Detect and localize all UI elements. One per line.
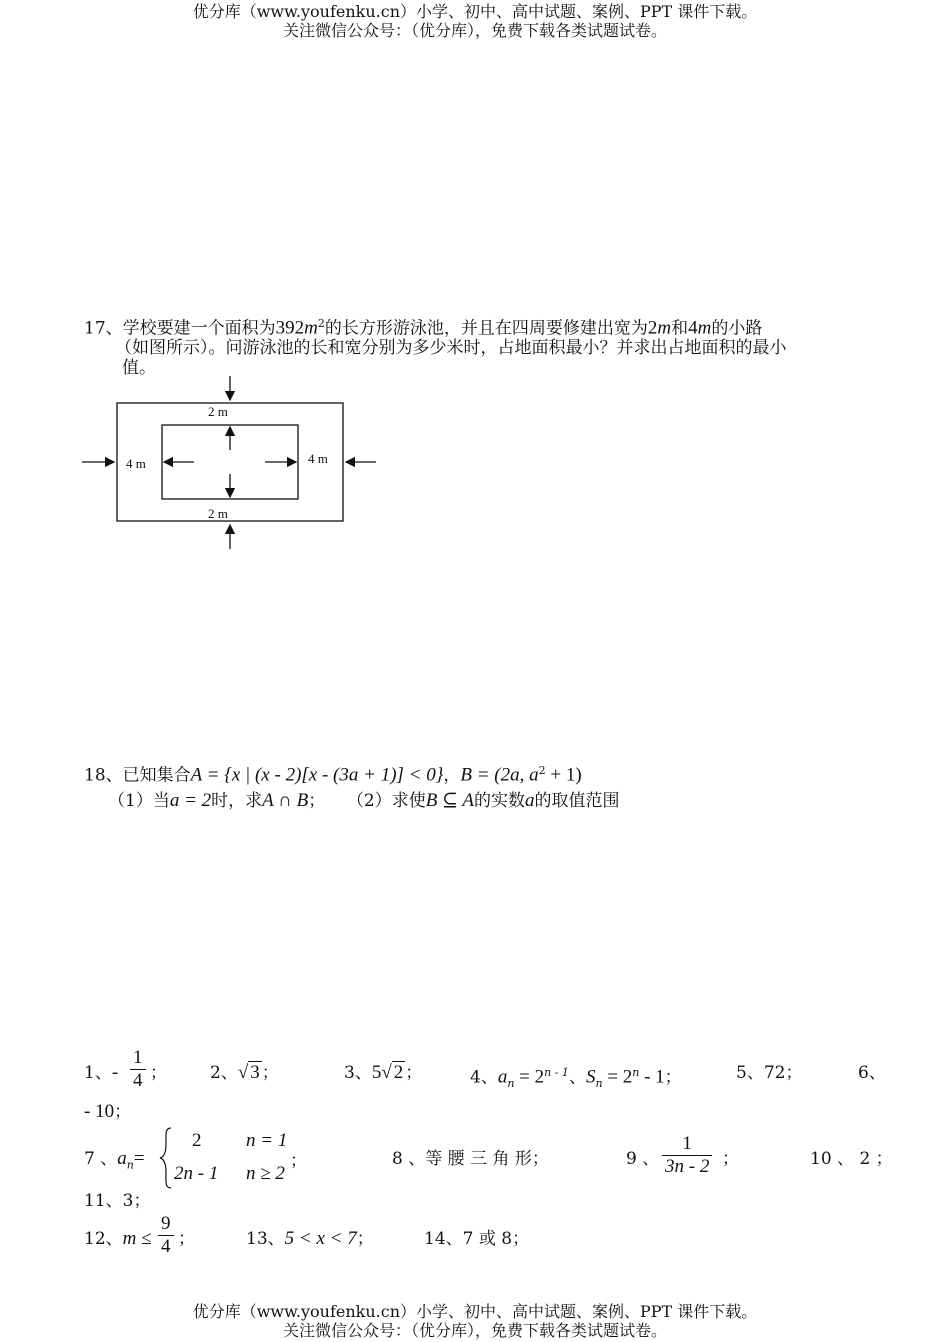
q18-part1-end: ；: [308, 791, 326, 811]
label-top: 2 m: [208, 404, 228, 419]
q17-text: 的长方形游泳池，并且在四周要修建出宽为: [324, 318, 648, 339]
a7-sub: n: [126, 1158, 134, 1172]
a3-end: ；: [405, 1063, 423, 1083]
a7-row1-value: 2: [192, 1130, 202, 1151]
answer-1: [84, 1062, 118, 1084]
q18-part2: （2）求使: [346, 791, 426, 811]
a12-m: m ≤: [122, 1228, 152, 1249]
a4-exp2: n: [632, 1066, 640, 1079]
q18-comma: ，: [443, 765, 461, 786]
a9-fraction: [662, 1133, 712, 1178]
q17-area: 392: [275, 317, 305, 339]
a13-label: 13、: [246, 1229, 285, 1249]
a3-sqrt: √ 2: [381, 1062, 404, 1083]
answer-12: [84, 1228, 152, 1250]
a6-value: - 10: [84, 1101, 115, 1122]
a12-den: 4: [161, 1236, 171, 1257]
a3-coef: 5: [371, 1062, 382, 1083]
a7-row1-cond: n = 1: [246, 1130, 288, 1151]
a4-tail: - 1: [639, 1066, 665, 1088]
a9-num: 1: [662, 1133, 712, 1156]
q18-part2-math: B ⊆ A: [425, 790, 474, 811]
a7-label: 7 、: [84, 1149, 118, 1169]
a1-label: 1、: [84, 1063, 112, 1083]
q17-unit: m: [304, 317, 318, 339]
a7-brace: [158, 1126, 174, 1190]
q18-set-b-end: + 1): [545, 764, 582, 786]
q17-unit: m: [697, 317, 712, 339]
a9-end: ；: [722, 1149, 739, 1169]
q18-part2-end: 的取值范围: [534, 791, 620, 811]
a4-sub2: n: [595, 1077, 603, 1091]
q18-part1: （1）当: [108, 791, 170, 811]
q17-line-2: （如图所示）。问游泳池的长和宽分别为多少米时，占地面积最小？并求出占地面积的最小: [115, 338, 787, 358]
q18-part1-mid: 时，求: [211, 791, 263, 811]
q18-prefix: 18、已知集合: [84, 765, 191, 786]
q18-part1-math2: A ∩ B: [262, 790, 309, 811]
a3-label: 3、: [344, 1063, 372, 1083]
answer-3: [344, 1062, 422, 1084]
header-line-1: 优分库（www.youfenku.cn）小学、初中、高中试题、案例、PPT 课件下载。: [192, 2, 758, 21]
a4-label: 4、: [470, 1067, 498, 1088]
a4-end: ；: [664, 1067, 682, 1088]
a4-sn: S: [585, 1066, 596, 1088]
header-line-2: 关注微信公众号：（优分库），免费下载各类试题试卷。: [282, 21, 667, 40]
answer-2: [210, 1062, 279, 1084]
a7-row2-cond: n ≥ 2: [246, 1163, 285, 1184]
a12-fraction: [158, 1213, 174, 1258]
a9-den: 3n - 2: [665, 1156, 710, 1177]
q18-set-b-exp: 2: [538, 764, 546, 777]
a12-end: ；: [178, 1229, 195, 1249]
a4-sub: n: [507, 1077, 515, 1091]
a12-num: 9: [158, 1213, 174, 1236]
answer-10: 10 、 2 ；: [810, 1149, 893, 1169]
a4-sep: 、: [568, 1067, 586, 1088]
answer-6-label: 6、: [858, 1063, 886, 1083]
a1-num: 1: [130, 1047, 146, 1070]
a7-eq: =: [133, 1148, 145, 1169]
a7-end: ；: [290, 1151, 307, 1171]
a12-label: 12、: [84, 1229, 123, 1249]
footer-line-1: 优分库（www.youfenku.cn）小学、初中、高中试题、案例、PPT 课件下载。: [192, 1302, 758, 1321]
q17-width-1: 2: [647, 317, 658, 339]
a13-end: ；: [356, 1229, 374, 1249]
q17-unit: m: [657, 317, 672, 339]
label-right: 4 m: [308, 451, 328, 466]
q18-part2-var: a: [525, 790, 535, 811]
a2-radicand: 3: [250, 1062, 260, 1083]
q17-text: 和: [671, 318, 689, 339]
answer-4: [470, 1062, 682, 1095]
q18-part2-mid: 的实数: [474, 791, 525, 811]
a4-eq: = 2: [514, 1066, 545, 1088]
q18-set-b: B = (2a, a: [460, 764, 539, 786]
a2-end: ；: [261, 1063, 279, 1083]
a6-end: ；: [114, 1102, 132, 1122]
q18-set-a: A = {x | (x - 2)[x - (3a + 1)] < 0}: [190, 764, 444, 786]
a4-exp: n - 1: [544, 1066, 569, 1079]
answer-13: [246, 1228, 374, 1250]
answer-8: 8 、等 腰 三 角 形；: [392, 1149, 549, 1169]
q17-exp: 2: [317, 317, 325, 330]
answer-5: 5、72；: [736, 1063, 803, 1083]
q18-line-2: [108, 790, 620, 812]
q17-line-3: 值。: [122, 358, 156, 378]
q17-text: 17、学校要建一个面积为: [84, 318, 276, 339]
q17-text: 的小路: [711, 318, 763, 339]
answer-9-label: 9 、: [626, 1149, 660, 1169]
footer-line-2: 关注微信公众号：（优分库），免费下载各类试题试卷。: [282, 1321, 667, 1340]
a7-an: a: [117, 1148, 127, 1169]
a1-den: 4: [133, 1070, 143, 1091]
a7-row2-value: 2n - 1: [174, 1163, 219, 1184]
answer-14: 14、7 或 8；: [424, 1229, 530, 1249]
a2-sqrt: √ 3: [237, 1062, 260, 1083]
a4-an: a: [497, 1066, 508, 1088]
q18-line-1: [84, 760, 582, 787]
label-left: 4 m: [126, 456, 146, 471]
a2-label: 2、: [210, 1063, 238, 1083]
answer-11: 11、3；: [84, 1191, 151, 1211]
label-bottom: 2 m: [208, 506, 228, 521]
answer-7: [84, 1148, 145, 1176]
a13-math: 5 < x < 7: [284, 1228, 357, 1249]
a1-fraction: [130, 1047, 146, 1092]
a1-end: ；: [150, 1063, 167, 1083]
a4-eq2: = 2: [602, 1066, 633, 1088]
a1-sign: -: [111, 1062, 119, 1083]
a3-radicand: 2: [393, 1062, 404, 1083]
q17-width-2: 4: [688, 317, 698, 339]
q18-part1-math: a = 2: [169, 790, 212, 811]
answer-6: [84, 1101, 131, 1123]
